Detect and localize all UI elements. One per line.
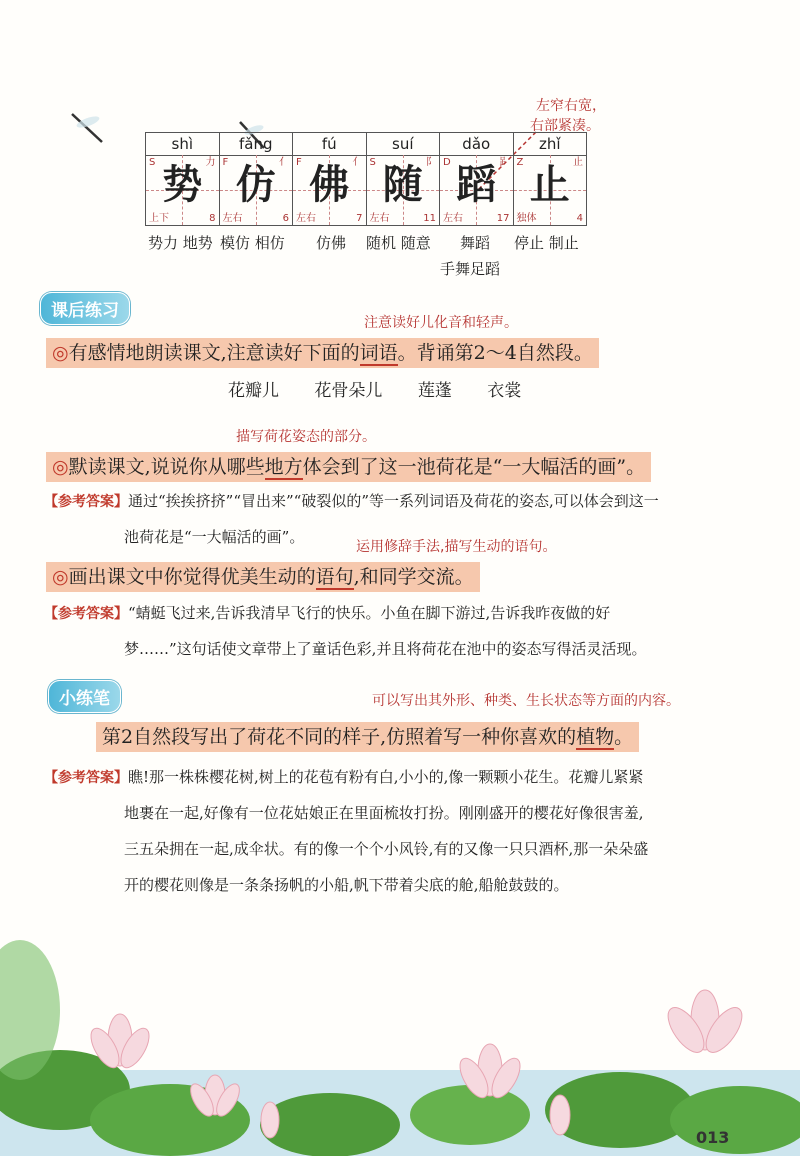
stroke-count: 17 bbox=[496, 213, 510, 224]
index-letter: F bbox=[296, 157, 302, 168]
top-note-line: 右部紧凑。 bbox=[530, 118, 600, 134]
stroke-count: 8 bbox=[209, 213, 216, 224]
index-letter: D bbox=[443, 157, 451, 168]
hanzi-char: 止 bbox=[529, 161, 570, 208]
pinyin-label: suí bbox=[367, 133, 440, 156]
question-text: 有感情地朗读课文,注意读好下面的 bbox=[68, 342, 360, 364]
vocab-word: 停止 制止 bbox=[514, 234, 579, 252]
radical-label: 力 bbox=[205, 157, 216, 168]
question-text: 体会到了这一池荷花是“一大幅活的画”。 bbox=[302, 456, 646, 478]
radical-label: 阝 bbox=[426, 157, 436, 168]
hanzi-char: 随 bbox=[382, 161, 423, 208]
index-letter: Z bbox=[516, 157, 524, 168]
section-title-exercises: 课后练习 bbox=[40, 292, 130, 325]
question-underline: 词语 bbox=[359, 342, 398, 364]
list-item: 花骨朵儿 bbox=[314, 381, 383, 401]
question-4 bbox=[96, 722, 639, 752]
question-underline: 地方 bbox=[264, 456, 303, 478]
structure-label: 左右 bbox=[443, 213, 463, 224]
vocab-word: 手舞足蹈 bbox=[440, 260, 501, 278]
list-item: 花瓣儿 bbox=[228, 381, 279, 401]
lotus-decoration bbox=[0, 920, 800, 1156]
question-2 bbox=[46, 452, 651, 482]
vocab-word: 随机 随意 bbox=[366, 234, 431, 252]
annotation-note: 可以写出其外形、种类、生长状态等方面的内容。 bbox=[372, 693, 680, 709]
top-note-line: 左窄右宽， bbox=[536, 98, 606, 114]
vocab-word: 仿佛 bbox=[316, 234, 347, 252]
character-cell bbox=[514, 133, 587, 225]
question-text: 画出课文中你觉得优美生动的 bbox=[68, 566, 316, 588]
annotation-note: 注意读好儿化音和轻声。 bbox=[364, 315, 518, 331]
list-item: 衣裳 bbox=[487, 381, 522, 401]
index-letter: S bbox=[369, 157, 376, 168]
pinyin-label: fú bbox=[293, 133, 366, 156]
character-cell bbox=[367, 133, 441, 225]
question-underline: 语句 bbox=[315, 566, 354, 588]
hanzi-char: 蹈 bbox=[456, 161, 497, 208]
radical-label: 亻 bbox=[352, 157, 363, 168]
answer-3-cont: 梦……”这句话使文章带上了童话色彩,并且将荷花在池中的姿态写得活灵活现。 bbox=[124, 640, 647, 658]
answer-tag: 【参考答案】 bbox=[44, 494, 128, 510]
section-title-practice: 小练笔 bbox=[48, 680, 121, 713]
index-letter: S bbox=[149, 157, 156, 168]
character-cell bbox=[440, 133, 514, 225]
structure-label: 独体 bbox=[516, 213, 537, 224]
question-marker: ◎ bbox=[52, 342, 69, 364]
character-cell bbox=[293, 133, 367, 225]
annotation-note: 描写荷花姿态的部分。 bbox=[236, 429, 376, 445]
hanzi-char: 佛 bbox=[309, 161, 350, 208]
question-underline: 植物 bbox=[576, 726, 615, 748]
structure-label: 左右 bbox=[296, 213, 316, 224]
pinyin-label: zhǐ bbox=[514, 133, 587, 156]
stroke-count: 6 bbox=[282, 213, 289, 224]
question-text: 默读课文,说说你从哪些 bbox=[68, 456, 265, 478]
question-text: 第2自然段写出了荷花不同的样子,仿照着写一种你喜欢的 bbox=[102, 726, 577, 748]
answer-4 bbox=[44, 762, 643, 793]
vocab-word: 模仿 相仿 bbox=[220, 234, 285, 252]
hanzi-char: 势 bbox=[162, 161, 203, 208]
pinyin-label: shì bbox=[146, 133, 219, 156]
answer-4-cont: 开的樱花则像是一条条扬帆的小船,帆下带着尖底的舱,船舱鼓鼓的。 bbox=[124, 876, 569, 894]
dragonfly-icon bbox=[68, 108, 108, 148]
top-note bbox=[530, 96, 606, 136]
answer-2 bbox=[44, 486, 659, 517]
stroke-count: 11 bbox=[423, 213, 436, 224]
pinyin-label: dǎo bbox=[440, 133, 513, 156]
radical-label: 𧾷 bbox=[499, 157, 510, 168]
radical-label: 亻 bbox=[279, 157, 289, 168]
annotation-note: 运用修辞手法,描写生动的语句。 bbox=[356, 539, 557, 555]
stroke-count: 4 bbox=[576, 213, 583, 224]
structure-label: 上下 bbox=[149, 213, 169, 224]
question-3 bbox=[46, 562, 480, 592]
radical-label: 止 bbox=[573, 157, 583, 168]
character-cell bbox=[146, 133, 220, 225]
question-text: 。 bbox=[614, 726, 634, 748]
answer-4-cont: 地裹在一起,好像有一位花姑娘正在里面梳妆打扮。刚刚盛开的樱花好像很害羞, bbox=[124, 804, 644, 822]
answer-text: 通过“挨挨挤挤”“冒出来”“破裂似的”等一系列词语及荷花的姿态,可以体会到这一 bbox=[128, 492, 659, 510]
stroke-count: 7 bbox=[356, 213, 363, 224]
pinyin-label: fǎng bbox=[220, 133, 293, 156]
list-item: 莲蓬 bbox=[417, 381, 452, 401]
structure-label: 左右 bbox=[369, 213, 390, 224]
character-cell bbox=[220, 133, 294, 225]
q1-word-list bbox=[228, 376, 521, 401]
vocab-word: 舞蹈 bbox=[460, 234, 491, 252]
question-marker: ◎ bbox=[52, 566, 69, 588]
answer-3 bbox=[44, 598, 610, 629]
answer-tag: 【参考答案】 bbox=[44, 606, 128, 622]
structure-label: 左右 bbox=[222, 213, 243, 224]
vocab-word: 势力 地势 bbox=[148, 234, 213, 252]
question-text: 。背诵第2～4自然段。 bbox=[397, 342, 593, 364]
character-table bbox=[145, 132, 587, 226]
answer-4-cont: 三五朵拥在一起,成伞状。有的像一个个小风铃,有的又像一只只酒杯,那一朵朵盛 bbox=[124, 840, 649, 858]
page-number: 013 bbox=[696, 1128, 730, 1147]
answer-2-cont: 池荷花是“一大幅活的画”。 bbox=[124, 528, 305, 546]
question-text: ,和同学交流。 bbox=[353, 566, 474, 588]
question-1 bbox=[46, 338, 599, 368]
answer-tag: 【参考答案】 bbox=[44, 770, 128, 786]
question-marker: ◎ bbox=[52, 456, 69, 478]
index-letter: F bbox=[222, 157, 229, 168]
hanzi-char: 仿 bbox=[235, 161, 276, 208]
answer-text: 瞧!那一株株樱花树,树上的花苞有粉有白,小小的,像一颗颗小花生。花瓣儿紧紧 bbox=[128, 768, 644, 786]
answer-text: “蜻蜓飞过来,告诉我清早飞行的快乐。小鱼在脚下游过,告诉我昨夜做的好 bbox=[128, 604, 611, 622]
